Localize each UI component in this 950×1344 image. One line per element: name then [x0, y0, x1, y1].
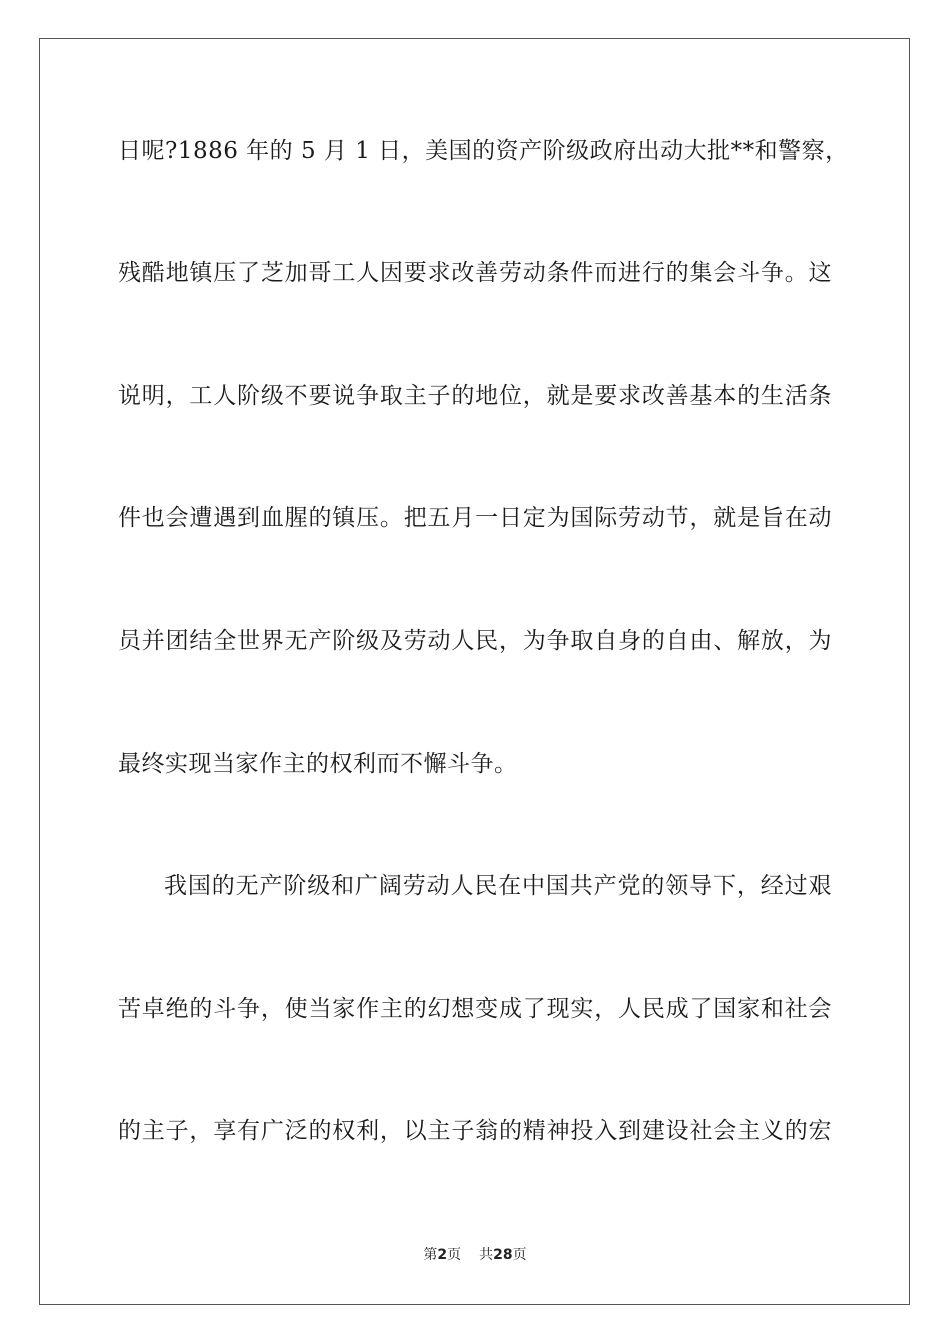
text-line-9: 的主子，享有广泛的权利，以主子翁的精神投入到建设社会主义的宏 — [118, 1118, 832, 1144]
total-label-prefix: 共 — [479, 1247, 494, 1263]
text-line-3: 说明，工人阶级不要说争取主子的地位，就是要求改善基本的生活条 — [118, 383, 832, 409]
text-line-4: 件也会遭遇到血腥的镇压。把五月一日定为国际劳动节，就是旨在动 — [118, 505, 832, 531]
page-footer — [0, 1246, 950, 1264]
text-line-6: 最终实现当家作主的权利而不懈斗争。 — [118, 751, 518, 777]
text-line-7-paragraph-start: 我国的无产阶级和广阔劳动人民在中国共产党的领导下，经过艰 — [164, 873, 832, 899]
page-border — [39, 38, 910, 1305]
total-label-suffix: 页 — [512, 1247, 527, 1263]
total-pages: 28 — [493, 1247, 513, 1263]
page-label-suffix: 页 — [447, 1247, 462, 1263]
page-label-prefix: 第 — [423, 1247, 438, 1263]
text-line-5: 员并团结全世界无产阶级及劳动人民，为争取自身的自由、解放，为 — [118, 628, 832, 654]
text-line-2: 残酷地镇压了芝加哥工人因要求改善劳动条件而进行的集会斗争。这 — [118, 260, 832, 286]
page-number: 2 — [437, 1247, 448, 1263]
text-line-8: 苦卓绝的斗争，使当家作主的幻想变成了现实，人民成了国家和社会 — [118, 996, 832, 1022]
text-line-1: 日呢?1886 年的 5 月 1 日，美国的资产阶级政府出动大批**和警察， — [118, 138, 849, 164]
